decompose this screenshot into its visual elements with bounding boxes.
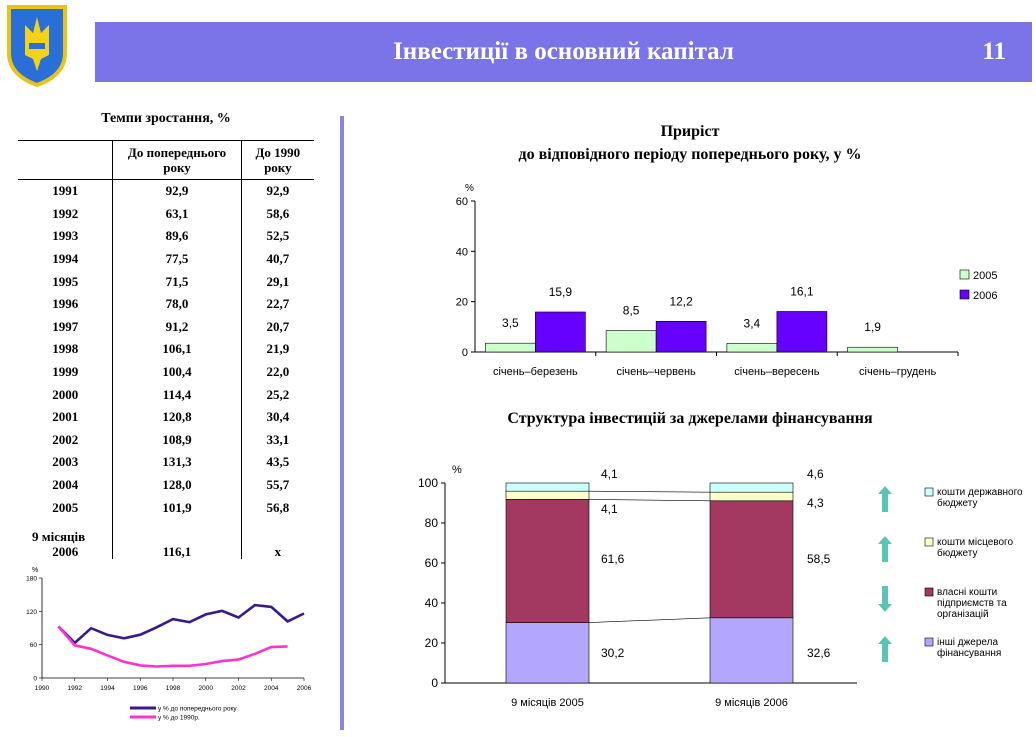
table-row <box>18 519 314 559</box>
line-y-tick-label: 0 <box>33 675 37 683</box>
page-number: 11 <box>982 38 1006 65</box>
table-cell-1990: 29,1 <box>241 270 314 293</box>
table-cell-1990: 43,5 <box>241 451 314 474</box>
table-cell-year: 2001 <box>52 409 79 425</box>
stack-legend-swatch <box>925 538 933 546</box>
bar-2006 <box>535 312 585 352</box>
table-cell-year: 1998 <box>52 341 79 357</box>
bar-chart-title: Приріст <box>660 123 720 140</box>
arrow-up-icon <box>878 486 892 512</box>
stack-value-label: 58,5 <box>807 552 831 566</box>
stacked-chart <box>405 458 1033 718</box>
stack-legend-label: кошти державного бюджету <box>937 487 1023 509</box>
stack-segment-1 <box>506 623 589 683</box>
stack-segment-2 <box>506 499 589 622</box>
bar-value-label: 15,9 <box>548 284 573 299</box>
bar-2005 <box>485 343 535 352</box>
table-cell-year: 1996 <box>52 296 79 312</box>
table-cell-prev: 71,5 <box>113 270 241 293</box>
table-cell-prev: 128,0 <box>113 474 241 497</box>
table-cell-1990: 58,6 <box>241 203 314 226</box>
line-x-tick-label: 1994 <box>100 685 115 692</box>
stack-connector <box>589 499 710 500</box>
line-x-tick-label: 2002 <box>231 685 246 692</box>
vertical-divider <box>340 116 344 730</box>
table-header-prev: До попереднього року <box>113 141 241 180</box>
stack-legend-swatch <box>925 588 933 596</box>
stack-segment-4 <box>506 483 589 491</box>
stack-legend-swatch <box>925 638 933 646</box>
table-header-row <box>18 141 314 180</box>
table-row <box>18 293 314 316</box>
table-cell-prev: 108,9 <box>113 429 241 452</box>
table-cell-year-line1: 9 місяців <box>32 528 86 544</box>
line-y-tick-label: 180 <box>26 575 37 583</box>
stack-segment-4 <box>710 483 793 492</box>
bar-y-tick-label: 20 <box>455 296 468 309</box>
bar-value-label: 16,1 <box>790 284 814 299</box>
stack-legend-label: власні кошти підприємств та організацій <box>937 587 1007 620</box>
table-cell-year: 1993 <box>52 228 79 244</box>
stack-connector <box>589 491 710 492</box>
bar-legend-label: 2006 <box>973 290 998 302</box>
line-x-tick-label: 2006 <box>296 685 312 692</box>
table-cell-year: 1992 <box>52 205 79 221</box>
bar-2005 <box>606 331 656 352</box>
bar-y-tick-label: 0 <box>461 347 468 359</box>
bar-value-label: 12,2 <box>669 294 693 309</box>
table-cell-1990: 92,9 <box>241 180 314 203</box>
line-x-tick-label: 2004 <box>264 685 279 692</box>
stacked-chart-title: Структура інвестицій за джерелами фінансування <box>507 410 873 427</box>
bar-legend-swatch <box>960 270 969 279</box>
stack-segment-3 <box>506 491 589 499</box>
bar-legend-label: 2005 <box>973 270 998 282</box>
table-cell-prev: 106,1 <box>113 338 241 361</box>
line-legend-label: у % до попереднього року <box>158 705 237 713</box>
table-cell-1990: 25,2 <box>241 383 314 406</box>
table-cell-prev: 91,2 <box>113 316 241 339</box>
table-cell-prev: 116,1 <box>113 519 241 559</box>
table-row <box>18 361 314 384</box>
table-row <box>18 383 314 406</box>
table-row <box>18 474 314 497</box>
stack-legend-label: інші джерела фінансування <box>937 637 1002 659</box>
stack-y-tick-label: 40 <box>424 596 438 610</box>
table-cell-year: 1991 <box>52 183 79 199</box>
line-x-tick-label: 1998 <box>165 685 181 692</box>
table-cell-prev: 100,4 <box>113 361 241 384</box>
bar-category-label: січень–червень <box>616 366 696 378</box>
stack-y-tick-label: 0 <box>431 676 438 690</box>
table-cell-prev: 114,4 <box>113 383 241 406</box>
bar-chart-subtitle: до відповідного періоду попереднього року, у % <box>518 146 862 163</box>
table-cell-prev: 89,6 <box>113 225 241 248</box>
table-header-year <box>18 141 113 180</box>
coat-of-arms-logo <box>5 3 69 88</box>
table-cell-prev: 78,0 <box>113 293 241 316</box>
table-title: Темпи зростання, % <box>101 111 231 126</box>
growth-rates-table <box>18 140 314 559</box>
bar-2005 <box>727 343 777 352</box>
table-cell-year: 2000 <box>52 386 79 402</box>
table-cell-1990: 40,7 <box>241 248 314 271</box>
table-cell-year <box>18 519 113 559</box>
stack-value-label: 32,6 <box>807 646 831 660</box>
table-cell-year: 2002 <box>52 431 79 447</box>
table-cell-1990: 33,1 <box>241 429 314 452</box>
line-x-tick-label: 1996 <box>133 685 148 692</box>
table-cell-prev: 77,5 <box>113 248 241 271</box>
table-cell-1990: 22,0 <box>241 361 314 384</box>
table-row <box>18 180 314 203</box>
stack-segment-1 <box>710 618 793 683</box>
stack-segment-2 <box>710 501 793 618</box>
table-cell-prev: 92,9 <box>113 180 241 203</box>
page-title: Інвестиції в основний капітал <box>393 38 734 65</box>
stack-value-label: 4,1 <box>601 467 618 481</box>
table-cell-prev: 101,9 <box>113 496 241 519</box>
table-cell-year: 2005 <box>52 499 79 515</box>
table-row <box>18 225 314 248</box>
stack-value-label: 4,1 <box>601 502 618 516</box>
stack-connector <box>589 618 710 623</box>
table-row <box>18 406 314 429</box>
stack-y-tick-label: 20 <box>424 636 438 650</box>
table-row <box>18 270 314 293</box>
bar-2006 <box>656 321 706 352</box>
arrow-down-icon <box>878 586 892 612</box>
table-cell-1990: 21,9 <box>241 338 314 361</box>
bar-legend-swatch <box>960 290 969 299</box>
stack-value-label: 4,6 <box>807 467 824 481</box>
table-row <box>18 429 314 452</box>
table-cell-year: 2003 <box>52 454 79 470</box>
stack-value-label: 30,2 <box>601 646 625 660</box>
table-header-1990: До 1990 року <box>241 141 314 180</box>
bar-category-label: січень–грудень <box>859 366 937 378</box>
bar-y-tick-label: 40 <box>455 246 468 259</box>
arrow-up-icon <box>878 536 892 562</box>
table-cell-1990: 56,8 <box>241 496 314 519</box>
table-cell-1990: х <box>241 519 314 559</box>
table-row <box>18 203 314 226</box>
line-y-tick-label: 60 <box>29 642 37 650</box>
bar-y-unit: % <box>465 183 474 194</box>
stack-value-label: 61,6 <box>601 552 625 566</box>
line-chart <box>10 562 320 732</box>
line-x-tick-label: 2000 <box>198 685 213 692</box>
stack-value-label: 4,3 <box>807 496 824 510</box>
table-cell-1990: 52,5 <box>241 225 314 248</box>
table-row <box>18 316 314 339</box>
line-y-tick-label: 120 <box>26 608 37 616</box>
line-y-unit: % <box>32 567 39 574</box>
table-row <box>18 496 314 519</box>
stack-category-label: 9 місяців 2006 <box>715 697 788 709</box>
bar-2006 <box>777 311 827 352</box>
stack-y-tick-label: 80 <box>424 516 438 530</box>
table-cell-year: 1999 <box>52 364 79 380</box>
table-cell-1990: 22,7 <box>241 293 314 316</box>
bar-category-label: січень–березень <box>492 366 578 378</box>
stack-legend-label: кошти місцевого бюджету <box>937 537 1014 559</box>
table-row <box>18 248 314 271</box>
stack-category-label: 9 місяців 2005 <box>511 697 584 709</box>
arrow-up-icon <box>878 636 892 662</box>
bar-value-label: 3,4 <box>743 316 761 331</box>
table-cell-prev: 120,8 <box>113 406 241 429</box>
bar-y-tick-label: 60 <box>455 196 468 208</box>
bar-value-label: 8,5 <box>622 303 640 318</box>
table-cell-1990: 30,4 <box>241 406 314 429</box>
bar-chart <box>430 178 1030 383</box>
table-cell-year-line2: 2006 <box>52 543 79 559</box>
table-cell-prev: 131,3 <box>113 451 241 474</box>
stack-y-tick-label: 100 <box>417 476 438 490</box>
stack-segment-3 <box>710 492 793 501</box>
bar-value-label: 1,9 <box>864 320 881 335</box>
line-series-1 <box>58 605 304 643</box>
table-cell-1990: 55,7 <box>241 474 314 497</box>
stack-y-tick-label: 60 <box>424 556 438 570</box>
line-x-tick-label: 1990 <box>34 685 50 692</box>
table-row <box>18 338 314 361</box>
line-legend-label: у % до 1990р. <box>158 714 200 722</box>
bar-category-label: січень–вересень <box>734 366 820 378</box>
table-cell-1990: 20,7 <box>241 316 314 339</box>
table-cell-year: 1995 <box>52 273 79 289</box>
bar-value-label: 3,5 <box>502 316 519 331</box>
line-series-2 <box>58 626 287 666</box>
table-cell-prev: 63,1 <box>113 203 241 226</box>
table-cell-year: 2004 <box>52 477 79 493</box>
line-x-tick-label: 1992 <box>67 685 82 692</box>
table-cell-year: 1994 <box>52 251 79 267</box>
stack-y-unit: % <box>452 464 462 476</box>
table-row <box>18 451 314 474</box>
table-cell-year: 1997 <box>52 318 79 334</box>
stack-legend-swatch <box>925 488 933 496</box>
bar-2005 <box>848 347 898 352</box>
